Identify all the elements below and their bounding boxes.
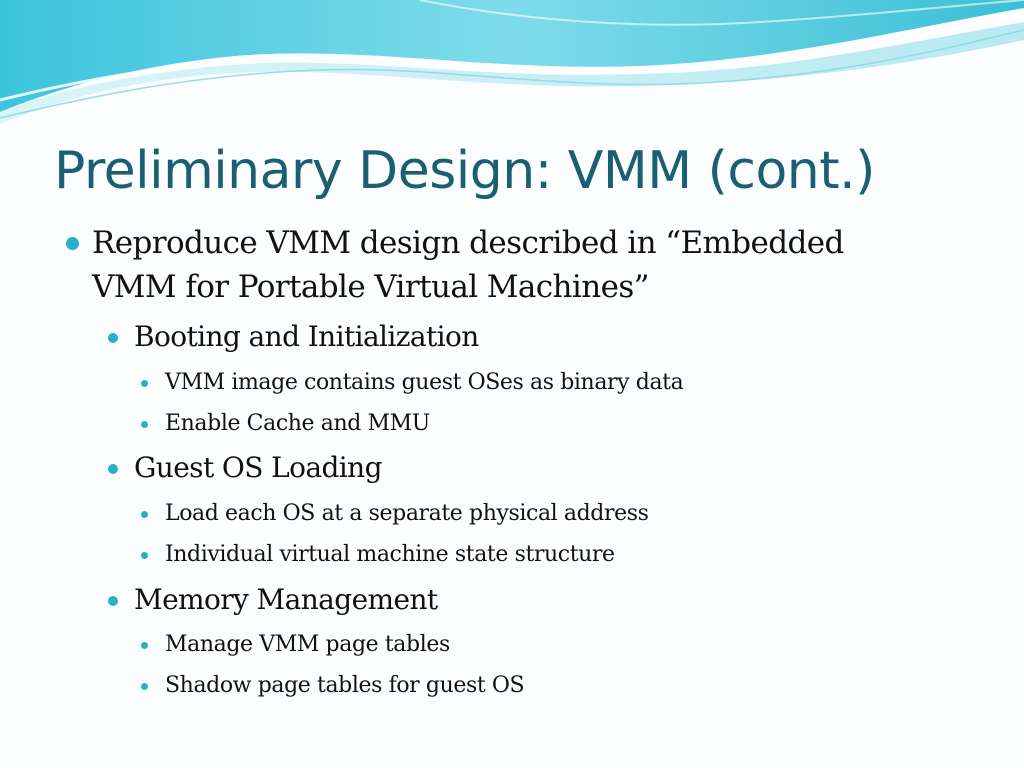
sub-bullet-text: VMM image contains guest OSes as binary data <box>165 370 684 395</box>
sub-bullet-text: Individual virtual machine state structure <box>165 542 615 567</box>
bullet-icon <box>141 380 148 387</box>
bullet-icon <box>108 333 118 343</box>
section-heading: Memory Management <box>134 583 438 616</box>
bullet-icon <box>108 464 118 474</box>
section-heading: Guest OS Loading <box>134 451 382 484</box>
bullet-icon <box>141 683 148 690</box>
bullet-icon <box>141 642 148 649</box>
bullet-icon <box>66 237 79 250</box>
bullet-icon <box>108 596 118 606</box>
sub-bullet-text: Manage VMM page tables <box>165 632 450 657</box>
bullet-icon <box>141 511 148 518</box>
bullet-icon <box>141 421 148 428</box>
sub-bullet-text: Load each OS at a separate physical address <box>165 501 649 526</box>
main-bullet-text: Reproduce VMM design described in “Embedded VMM for Portable Virtual Machines” <box>92 225 844 305</box>
section-heading: Booting and Initialization <box>134 320 479 353</box>
sub-bullet-text: Enable Cache and MMU <box>165 411 430 436</box>
bullet-icon <box>141 552 148 559</box>
sub-bullet-text: Shadow page tables for guest OS <box>165 673 525 698</box>
slide-title: Preliminary Design: VMM (cont.) <box>54 141 875 201</box>
